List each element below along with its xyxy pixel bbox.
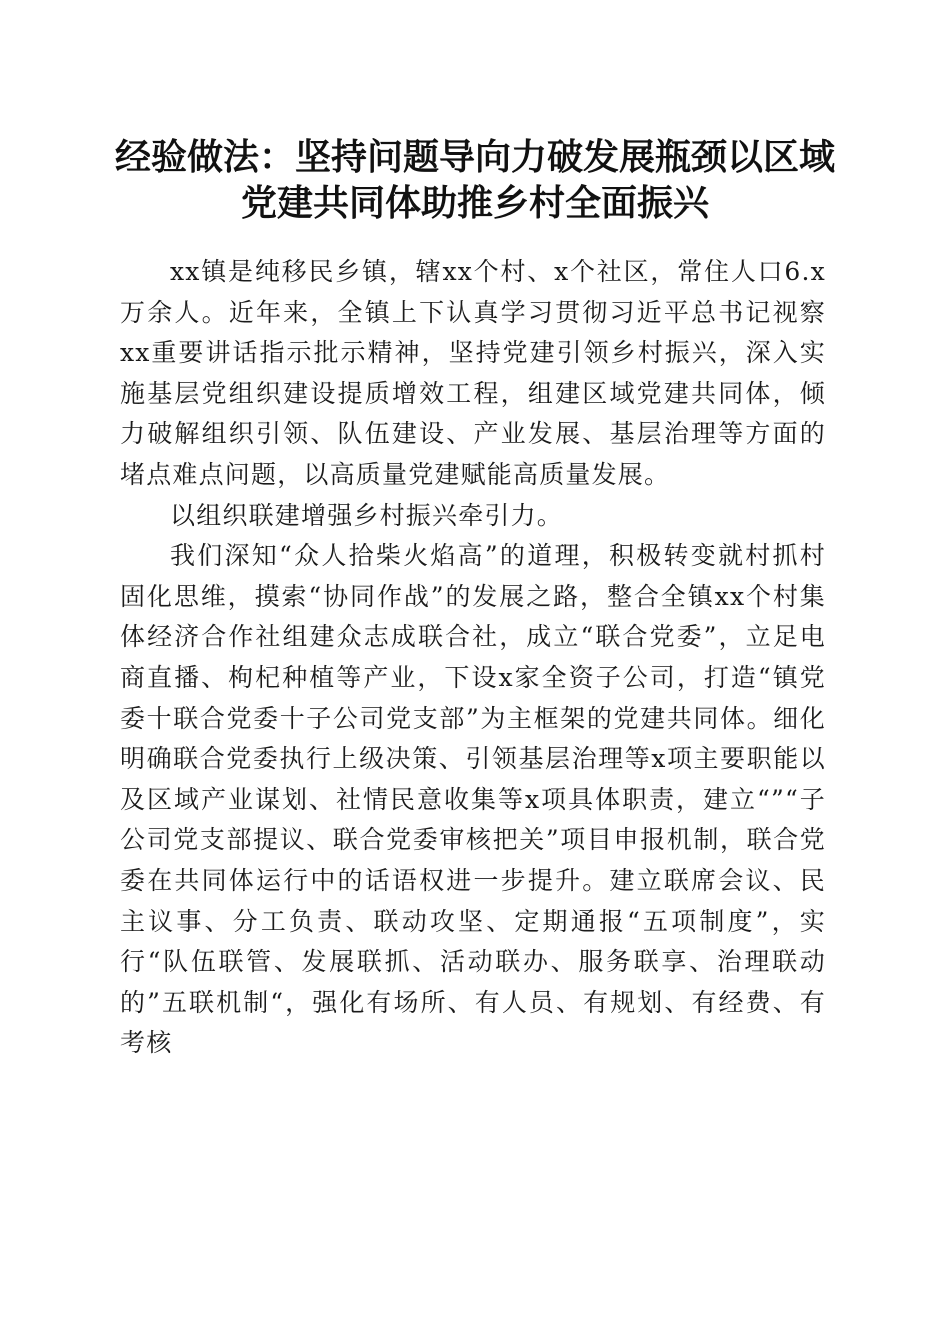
paragraph-intro: xx镇是纯移民乡镇，辖xx个村、x个社区，常住人口6.x万余人。近年来，全镇上下认真学习贯彻习近平总书记视察xx重要讲话指示批示精神，坚持党建引领乡村振兴，深入实施基层党组织建设提质增效工程，组建区域党建共同体，倾力破解组织引领、队伍建设、产业发展、基层治理等方面的堵点难点问题，以高质量党建赋能高质量发展。: [120, 257, 826, 489]
title-line-2: 党建共同体助推乡村全面振兴: [240, 182, 709, 224]
paragraph-detail: 我们深知“众人拾柴火焰高”的道理，积极转变就村抓村固化思维，摸索“协同作战”的发展之路，整合全镇xx个村集体经济合作社组建众志成联合社，成立“联合党委”，立足电商直播、枸杞种植等产业，下设x家全资子公司，打造“镇党委十联合党委十子公司党支部”为主框架的党建共同体。细化明确联合党委执行上级决策、引领基层治理等x项主要职能以及区域产业谋划、社情民意收集等x项具体职责，建立“”“子公司党支部提议、联合党委审核把关”项目申报机制，联合党委在共同体运行中的话语权进一步提升。建立联席会议、民主议事、分工负责、联动攻坚、定期通报“五项制度”，实行“队伍联管、发展联抓、活动联办、服务联享、治理联动的”五联机制“，强化有场所、有人员、有规划、有经费、有考核: [120, 541, 826, 1058]
document-body: [120, 252, 826, 1064]
paragraph-heading: 以组织联建增强乡村振兴牵引力。: [170, 500, 564, 530]
title-line-1: 经验做法：坚持问题导向力破发展瓶颈以区域: [114, 136, 835, 178]
document-title: [100, 134, 850, 226]
